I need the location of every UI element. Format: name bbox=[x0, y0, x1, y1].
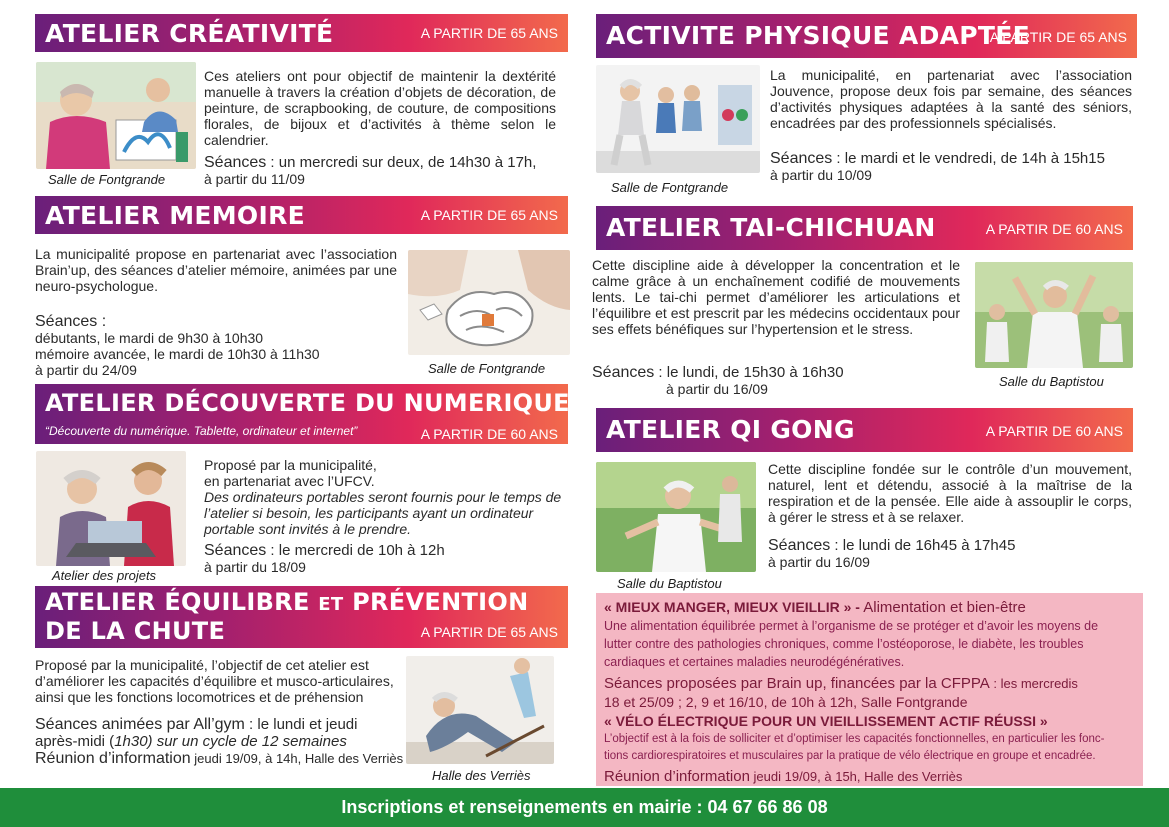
age-label: A PARTIR DE 65 ANS bbox=[420, 25, 558, 41]
reunion-text: jeudi 19/09, à 15h, Halle des Verriès bbox=[749, 769, 963, 784]
seances-date: à partir du 10/09 bbox=[770, 167, 872, 183]
seances-cycle-a: après-midi ( bbox=[35, 733, 115, 750]
section-title bbox=[45, 588, 528, 616]
seances-qigong bbox=[768, 537, 1128, 570]
seances-memoire bbox=[35, 313, 405, 378]
text-memoire: La municipalité propose en partenariat avec l’association Brain’up, des séances d’atelier mémoire, animées par une neuro-psychologue. bbox=[35, 246, 397, 294]
seances-brain-up-text: : les mercredis bbox=[989, 676, 1078, 691]
text-creativite: Ces ateliers ont pour objectif de maintenir la dextérité manuelle à travers la création d’objets de décoration, de peinture, de scrapbooking, de couture, de compositions florales, de bijoux et d’activités à thème selon le calendrier. bbox=[204, 68, 556, 148]
seances-text: : le lundi et jeudi bbox=[244, 716, 358, 733]
photo-physique bbox=[596, 65, 760, 173]
caption-memoire: Salle de Fontgrande bbox=[428, 361, 546, 376]
seances-brain-up-label: Séances proposées par Brain up, financées par la CFPPA bbox=[604, 675, 990, 692]
seances-cycle-b: 1h30) sur un cycle de 12 semaines bbox=[114, 733, 347, 750]
caption-physique: Salle de Fontgrande bbox=[611, 180, 729, 195]
photo-qigong bbox=[596, 462, 756, 572]
age-label: A PARTIR DE 60 ANS bbox=[985, 423, 1123, 439]
reunion-text: jeudi 19/09, à 14h, Halle des Verriès bbox=[190, 751, 404, 766]
seances-text: : le lundi, de 15h30 à 16h30 bbox=[654, 364, 844, 381]
seances-date: à partir du 16/09 bbox=[666, 381, 768, 397]
section-title: ATELIER CRÉATIVITÉ bbox=[45, 19, 334, 48]
caption-qigong: Salle du Baptistou bbox=[617, 576, 722, 591]
reunion-label: Réunion d’information bbox=[604, 768, 750, 785]
seances-line-1: débutants, le mardi de 9h30 à 10h30 bbox=[35, 330, 264, 346]
seances-text: : un mercredi sur deux, de 14h30 à 17h, bbox=[266, 154, 537, 171]
section-title: ATELIER MEMOIRE bbox=[45, 201, 306, 230]
encart-heading-2: « VÉLO ÉLECTRIQUE POUR UN VIEILLISSEMENT ACTIF RÉUSSI » bbox=[604, 713, 1048, 729]
encart-para-1-b: lutter contre des pathologies chroniques, comme l’ostéoporose, le diabète, les troubles bbox=[604, 637, 1084, 651]
section-title: ATELIER QI GONG bbox=[606, 415, 855, 444]
seances-date: à partir du 11/09 bbox=[204, 171, 305, 187]
text-line-1: Proposé par la municipalité, bbox=[204, 457, 377, 473]
title-part-2: PRÉVENTION bbox=[352, 588, 529, 616]
text-equilibre: Proposé par la municipalité, l’objectif de cet atelier est d’améliorer les capacités d’équilibre et musco-articulaires, ainsi que les fonctions locomotrices et de préhension bbox=[35, 657, 394, 705]
photo-memoire bbox=[408, 250, 570, 355]
encart-para-2-a: L’objectif est à la fois de solliciter et d’optimiser les capacités fonctionnelles, en particulier les fonc- bbox=[604, 733, 1105, 745]
text-physique: La municipalité, en partenariat avec l’association Jouvence, propose deux fois par semaine, des séances d’activités physiques adaptées à la santé des séniors, encadrées par des professionnels spécialisés. bbox=[770, 67, 1132, 131]
section-subtitle: “Découverte du numérique. Tablette, ordinateur et internet” bbox=[45, 424, 358, 438]
caption-numerique: Atelier des projets bbox=[52, 568, 157, 583]
caption-creativite: Salle de Fontgrande bbox=[48, 172, 166, 187]
seances-text: : le lundi de 16h45 à 17h45 bbox=[830, 537, 1016, 554]
seances-line-3: à partir du 24/09 bbox=[35, 362, 137, 378]
banner-equilibre bbox=[35, 586, 568, 648]
caption-equilibre: Halle des Verriès bbox=[432, 768, 531, 783]
seances-text: : le mardi et le vendredi, de 14h à 15h15 bbox=[832, 150, 1105, 167]
seances-date: à partir du 16/09 bbox=[768, 554, 870, 570]
seances-label: Séances bbox=[592, 364, 655, 381]
title-part-et: ET bbox=[318, 594, 344, 615]
seances-label: Séances animées par All’gym bbox=[35, 716, 245, 733]
seances-label: Séances bbox=[204, 154, 267, 171]
encart-para-2-b: tions cardiorespiratoires et musculaires par la pratique de vélo électrique en groupe et encadrée. bbox=[604, 750, 1096, 762]
seances-label: Séances bbox=[770, 150, 833, 167]
seances-label: Séances bbox=[204, 542, 267, 559]
encart-para-1-a: Une alimentation équilibrée permet à l’organisme de se protéger et d’avoir les moyens de bbox=[604, 619, 1099, 633]
reunion-label: Réunion d’information bbox=[35, 750, 191, 767]
section-title-line-2: DE LA CHUTE bbox=[45, 617, 226, 645]
text-numerique bbox=[204, 457, 564, 537]
seances-equilibre bbox=[35, 716, 407, 767]
banner-numerique bbox=[35, 384, 568, 444]
caption-taichi: Salle du Baptistou bbox=[999, 374, 1104, 389]
text-taichi: Cette discipline aide à développer la concentration et le calme grâce à un enchaînement codifié de mouvements lents. Le tai-chi permet d’améliorer les articulations et l’équilibre et est prescrit par les médecins occidentaux pour ses effets bénéfiques sur l’hypertension et le stress. bbox=[592, 257, 960, 337]
photo-taichi bbox=[975, 262, 1133, 368]
photo-creativite bbox=[36, 62, 196, 169]
encart-reunion bbox=[604, 768, 962, 786]
encart-heading-1 bbox=[604, 599, 1026, 616]
photo-numerique bbox=[36, 451, 186, 566]
photo-equilibre bbox=[406, 656, 554, 764]
seances-taichi bbox=[592, 364, 952, 397]
text-line-2: en partenariat avec l’UFCV. bbox=[204, 473, 375, 489]
banner-creativite bbox=[35, 14, 568, 52]
age-label: A PARTIR DE 65 ANS bbox=[989, 29, 1127, 45]
heading-1-bold: « MIEUX MANGER, MIEUX VIEILLIR » - bbox=[604, 599, 860, 615]
age-label: A PARTIR DE 60 ANS bbox=[420, 426, 558, 442]
section-title: ATELIER TAI-CHICHUAN bbox=[606, 213, 936, 242]
age-label: A PARTIR DE 65 ANS bbox=[420, 207, 558, 223]
age-label: A PARTIR DE 65 ANS bbox=[420, 624, 558, 640]
banner-physique bbox=[596, 14, 1137, 58]
seances-creativite bbox=[204, 154, 564, 187]
encart-nutrition-velo bbox=[596, 593, 1143, 786]
encart-seances-2: 18 et 25/09 ; 2, 9 et 16/10, de 10h à 12h, Salle Fontgrande bbox=[604, 694, 968, 710]
text-qigong: Cette discipline fondée sur le contrôle d’un mouvement, naturel, lent et détendu, associé à la maîtrise de la respiration et de la pensée. Elle aide à assouplir le corps, à gérer le stress et à se relaxer. bbox=[768, 461, 1132, 525]
footer-contact: Inscriptions et renseignements en mairie : 04 67 66 86 08 bbox=[0, 788, 1169, 827]
section-title: ATELIER DÉCOUVERTE DU NUMERIQUE bbox=[45, 389, 570, 417]
age-label: A PARTIR DE 60 ANS bbox=[985, 221, 1123, 237]
title-part-1: ATELIER ÉQUILIBRE bbox=[45, 588, 310, 616]
heading-1-rest: Alimentation et bien-être bbox=[859, 599, 1026, 616]
seances-numerique bbox=[204, 542, 564, 575]
seances-physique bbox=[770, 150, 1138, 183]
banner-memoire bbox=[35, 196, 568, 234]
seances-label: Séances bbox=[768, 537, 831, 554]
seances-label: Séances : bbox=[35, 313, 107, 330]
encart-para-1-c: cardiaques et certaines maladies neurodégénératives. bbox=[604, 655, 905, 669]
banner-taichi bbox=[596, 206, 1133, 250]
seances-text: : le mercredi de 10h à 12h bbox=[266, 542, 445, 559]
text-italic: Des ordinateurs portables seront fournis pour le temps de l’atelier si besoin, les participants ayant un ordinateur portable sont invités à le prendre. bbox=[204, 489, 562, 537]
encart-seances-1 bbox=[604, 675, 1078, 692]
seances-date: à partir du 18/09 bbox=[204, 559, 306, 575]
banner-qigong bbox=[596, 408, 1133, 452]
section-title: ACTIVITE PHYSIQUE ADAPTÉE bbox=[606, 21, 1031, 50]
seances-line-2: mémoire avancée, le mardi de 10h30 à 11h30 bbox=[35, 346, 320, 362]
